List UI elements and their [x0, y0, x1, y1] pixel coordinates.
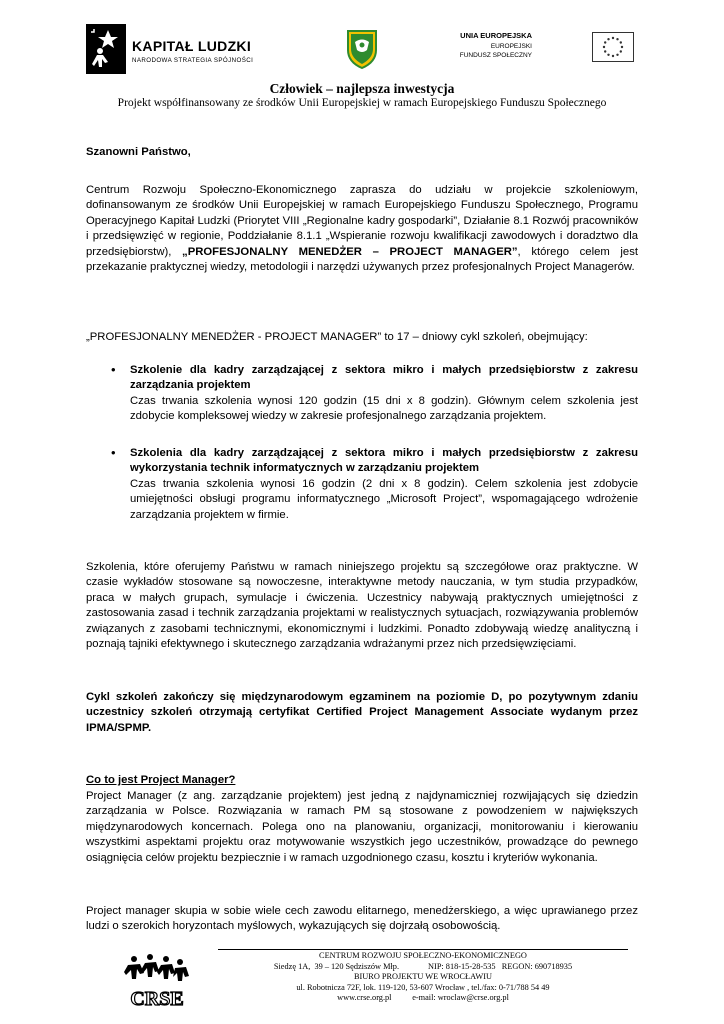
cycle-intro: „PROFESJONALNY MENEDŻER - PROJECT MANAGER” to 17 – dniowy cykl szkoleń, obejmujący: — [86, 331, 588, 343]
salutation: Szanowni Państwo, — [86, 146, 191, 158]
footer-divider — [218, 949, 628, 950]
pm-paragraph-2: Project manager skupia w sobie wiele cech zawodu elitarnego, menedżerskiego, a więc uprawianego przez ludzi o szerokich horyzontach myślowych, wykazujących się dojrzałą osobowością. — [86, 905, 638, 933]
footer-org-name: CENTRUM ROZWOJU SPOŁECZNO-EKONOMICZNEGO — [319, 951, 527, 960]
footer-office-name: BIURO PROJEKTU WE WROCŁAWIU — [354, 972, 492, 982]
kapital-ludzki-subtitle: NARODOWA STRATEGIA SPÓJNOŚCI — [132, 57, 254, 64]
footer-contact: www.crse.org.pl e-mail: wroclaw@crse.org.pl — [337, 993, 509, 1003]
crse-logo — [118, 953, 196, 1011]
footer-address-line: Siedzę 1A, 39 – 120 Sędziszów Młp. NIP: 818-15-28-535 REGON: 690718935 — [273, 961, 573, 971]
eu-name: UNIA EUROPEJSKA — [460, 31, 532, 40]
crse-logo-text: CRSE — [130, 988, 184, 1010]
pm-paragraph: Project Manager (z ang. zarządzanie projektem) jest jedną z najdynamiczniej rozwijających się dziedzin zarządzania w Polsce. Rozwiązania w ramach PM są stosowane z powodzeniem w największych międzynarodowych koncernach. Polega ono na planowaniu, organizacji, monitorowaniu i kierowaniu wszystkimi aspektami projektu oraz motywowanie wszystkich jego uczestników, prowadzące do pewnego osiągnięcia celów projektu bezpiecznie i w ramach uzgodnionego czasu, kosztu i kryteriów wykonania. — [86, 790, 638, 864]
kapital-ludzki-emblem — [86, 24, 126, 74]
intro-text-part1: Centrum Rozwoju Społeczno-Ekonomicznego zaprasza do udziału w projekcie szkoleniowym, dofinansowanym ze środków Unii Europejskiej w ramach Europejskiego Funduszu Społecznego, Programu Operacyjnego Kapitał Ludzki (Priorytet VIII „Regionalne kadry gospodarki”, Działanie 8.1 Rozwój pracowników i przedsięwzięć w regionie, Poddziałanie 8.1.1 „Wspieranie rozwoju kwalifikacji zawodowych i doradztwo dla przedsiębiorstw), — [86, 184, 638, 258]
bullet-1-text: Czas trwania szkolenia wynosi 120 godzin (15 dni x 8 godzin). Głównym celem szkolenia jest zdobycie kompleksowej wiedzy w zakresie profesjonalnego zarządzania projektem. — [130, 394, 638, 423]
bullet-icon: • — [111, 362, 116, 377]
efs-line2: FUNDUSZ SPOŁECZNY — [459, 52, 532, 59]
intro-paragraph — [86, 183, 638, 275]
bullet-2-text: Czas trwania szkolenia wynosi 16 godzin (2 dni x 8 godzin). Celem szkolenia jest zdobycie umiejętności obsługi programu informatycznego „Microsoft Project”, wspomagającego wdrożenie zarządzania projektem w firmie. — [130, 477, 638, 521]
bullet-2-title: Szkolenia dla kadry zarządzającej z sektora mikro i małych przedsiębiorstw z zakresu wykorzystania technik informatycznych w zarządzaniu projektem — [130, 447, 638, 475]
document-title: Człowiek – najlepsza inwestycja — [269, 81, 455, 96]
intro-text-part2: , którego celem jest przekazanie praktycznej wiedzy, metodologii i narzędzi używanych przez profesjonalnych Project Managerów. — [86, 245, 639, 274]
eu-flag-icon — [592, 32, 634, 62]
kapital-ludzki-name: KAPITAŁ LUDZKI — [132, 38, 252, 54]
pm-heading: Co to jest Project Manager? — [86, 774, 236, 786]
methods-paragraph: Szkolenia, które oferujemy Państwu w ramach niniejszego projektu są szczegółowe oraz praktyczne. W czasie wykładów stosowane są nowoczesne, interaktywne metody nauczania, w tym studia przypadków, praca w małych grupach, symulacje i ćwiczenia. Uczestnicy nabywają praktycznych umiejętności z zastosowania zasad i technik zarządzania projektami w realistycznych sytuacjach, rozwiązywania problemów związanych z zasobami technicznymi, ekonomicznymi i ludzkimi. Ponadto zdobywają wiedzę analityczną i poznają tajniki efektywnego i skutecznego zarządzania wdrażanymi przez nich przedsięwzięciami. — [86, 561, 638, 651]
footer-office-address: ul. Robotnicza 72F, lok. 119-120, 53-607 Wrocław , tel./fax: 0-71/788 54 49 — [296, 982, 550, 992]
project-name: „PROFESJONALNY MENEDŻER – PROJECT MANAGER” — [182, 245, 518, 258]
document-subtitle: Projekt współfinansowany ze środków Unii Europejskiej w ramach Europejskiego Funduszu Społecznego — [117, 97, 607, 109]
kapital-ludzki-logo — [86, 24, 256, 74]
eu-efs-logo — [459, 30, 634, 66]
region-crest-icon — [345, 28, 379, 70]
efs-line1: EUROPEJSKI — [490, 43, 532, 50]
bullet-1-title: Szkolenie dla kadry zarządzającej z sektora mikro i małych przedsiębiorstw z zakresu zarządzania projektem — [130, 364, 638, 392]
bullet-item-2 — [130, 446, 638, 523]
footer-address — [218, 951, 628, 1004]
exam-paragraph: Cykl szkoleń zakończy się międzynarodowym egzaminem na poziomie D, po pozytywnym zdaniu uczestnicy szkoleń otrzymają certyfikat Certified Project Management Associate wydanym przez IPMA/SPMP. — [86, 691, 638, 734]
bullet-icon: • — [111, 445, 116, 460]
bullet-item-1 — [130, 363, 638, 425]
